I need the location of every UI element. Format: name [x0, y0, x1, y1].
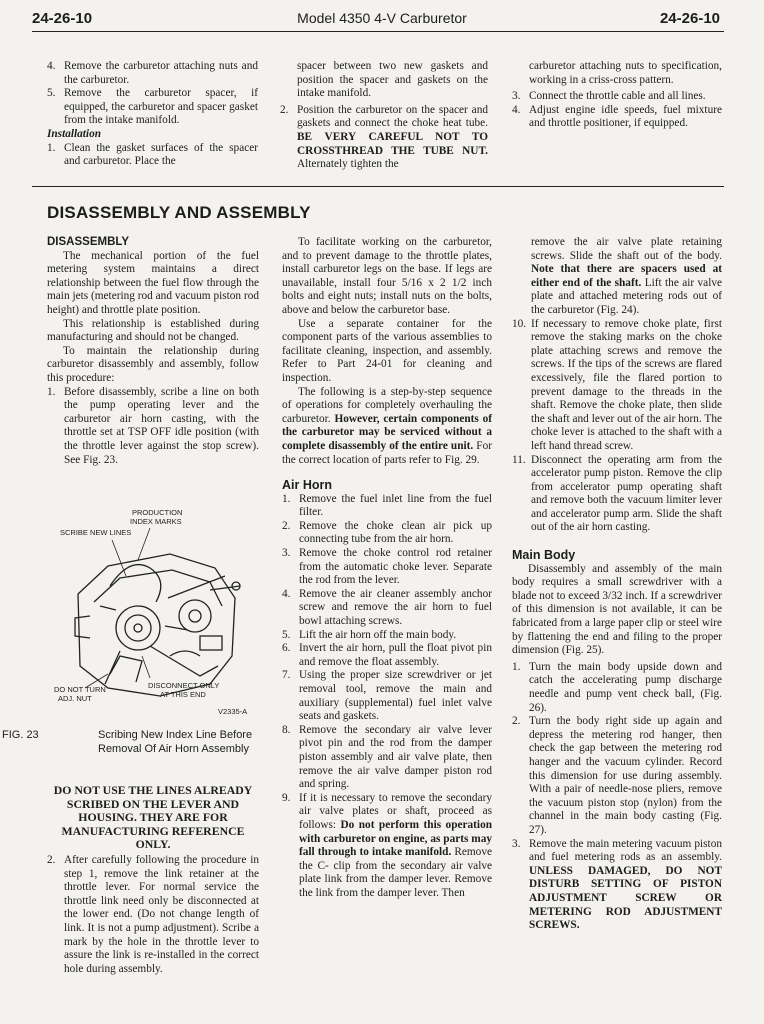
label-do-not-turn: DO NOT TURN [54, 685, 106, 694]
paragraph: Use a separate container for the component parts of the various assemblies to facilitate cleaning, inspection, and assembly. Refer to Part 24-01 for cleaning and inspection. [282, 317, 492, 384]
list-item: 1. Clean the gasket surfaces of the spacer and carburetor. Place the [47, 141, 258, 168]
main-column-1-lower [47, 784, 259, 976]
paragraph: To facilitate working on the carburetor, and to prevent damage to the throttle plates, install carburetor legs on the base. If legs are unavailable, install four 5/16 x 2 1/2 inch bolts and eight nuts; install nuts on the bolts, above and below the carburetor base. [282, 236, 492, 316]
paragraph: This relationship is established during manufacturing and should not be changed. [47, 317, 259, 344]
paragraph: Disassembly and assembly of the main body requires a small screwdriver with a blade not to exceed 3/32 inch. If a screwdriver of this dimension is not available, it can be fabricated from a large paper clip or steel wire by flattening the end and filing to the proper dimension (Fig. 25). [512, 562, 722, 657]
figure-code: V2335-A [218, 707, 248, 716]
list-item: 3. Remove the main metering vacuum piston and fuel metering rods as an assembly. UNLESS DAMAGED, DO NOT DISTURB SETTING OF PISTON ADJUSTMENT SCREW OR METERING ROD ADJUSTMENT SCREWS. [512, 837, 722, 932]
air-horn-heading: Air Horn [282, 478, 332, 493]
figure-23 [50, 506, 265, 721]
list-item: 1. Turn the main body upside down and catch the accelerating pump discharge needle and pump vent check ball, (Fig. 26). [512, 660, 722, 714]
page-title: Model 4350 4-V Carburetor [297, 10, 467, 26]
main-column-1 [47, 236, 259, 467]
label-production: PRODUCTION [132, 508, 183, 517]
list-item: 1. Remove the fuel inlet line from the fuel filter. [282, 492, 492, 519]
paragraph: spacer between two new gaskets and position the spacer and gaskets on the intake manifold. [297, 60, 488, 100]
label-scribe-new-lines: SCRIBE NEW LINES [60, 528, 132, 537]
paragraph: The mechanical portion of the fuel metering system maintains a direct relationship between the fuel flow through the main jets (metering rod and vacuum piston rod height) and throttle plate position. [47, 249, 259, 316]
list-item: 4. Remove the carburetor attaching nuts and the carburetor. [47, 60, 258, 86]
top-column-1 [47, 60, 258, 169]
list-item: 2. Turn the body right side up again and depress the metering rod hanger, then check the gap between the metering rod hanger and the vacuum cylinder. Record this dimension for use during assembly. With a pair of needle-nose pliers, remove the vacuum piston stop (nylon) from the channel in the main body casting (Fig. 27). [512, 715, 722, 836]
paragraph: The following is a step-by-step sequence of operations for completely overhauling the carburetor. However, certain components of the carburetor may be serviced without a complete disassembly of the entire unit. For the correct location of parts refer to Fig. 29. [282, 385, 493, 466]
main-column-3 [512, 236, 722, 933]
section-rule [32, 186, 724, 187]
header-rule [32, 31, 724, 32]
page-number-left: 24-26-10 [32, 10, 93, 27]
list-item: 10. If necessary to remove choke plate, first remove the staking marks on the choke plate attaching screws and remove the screws. If the tips of the screws are flared excessively, file the flared portion to prevent damage to the threads in the shaft. Remove the choke plate, then slide the shaft and lever out of the air horn. The choke lever is attached to the shaft with a left hand thread screw. [512, 317, 722, 452]
list-item: 1. Before disassembly, scribe a line on both the pump operating lever and the carburetor air horn casting, with the throttle set at TSP OFF idle position (with the throttle lever against the stop screw). See Fig. 23. [47, 385, 259, 466]
list-item: 6. Invert the air horn, pull the float pivot pin and remove the float assembly. [282, 642, 492, 668]
installation-heading: Installation [47, 127, 101, 140]
label-at-this-end: AT THIS END [160, 690, 206, 699]
list-item: 9. If it is necessary to remove the secondary air valve plates or shaft, proceed as follows: Do not perform this operation with carburetor on engine, as parts may fall through to intake manifold. Remove the C- clip from the secondary air valve plate link from the damper lever. Remove the link from the damper lever. Then [282, 791, 492, 899]
carburetor-illustration [50, 506, 265, 721]
list-item: 7. Using the proper size screwdriver or jet removal tool, remove the main and auxiliary (supplemental) fuel inlet valve seats and gaskets. [282, 669, 492, 723]
main-body-heading: Main Body [512, 548, 576, 563]
list-item: 3. Connect the throttle cable and all lines. [512, 90, 706, 103]
disassembly-heading: DISASSEMBLY [47, 236, 130, 248]
top-column-3 [512, 60, 722, 131]
list-item: 2. After carefully following the procedure in step 1, remove the link retainer at the throttle lever. For normal service the throttle link need only be disconnected at the lower end. (Do not change length of link. It is not a pump adjustment). Scribe a mark by the hole in the throttle lever to assure the link is re-installed in the correct hole during assembly. [47, 853, 259, 975]
list-item: 11. Disconnect the operating arm from the accelerator pump piston. Remove the clip from accelerator pump operating shaft and remove both the vacuum limiter lever and accelerator pump arm. Slide the shaft out of the air horn casting. [512, 453, 722, 534]
main-column-2 [282, 236, 492, 901]
list-item: 2. Position the carburetor on the spacer and gaskets and connect the choke heat tube. BE VERY CAREFUL NOT TO CROSSTHREAD THE TUBE NUT. Alternately tighten the [280, 103, 488, 171]
paragraph: remove the air valve plate retaining screws. Slide the shaft out of the body. Note that there are spacers used at either end of the shaft. Lift the air valve plate and attached metering rods out of the carburetor (Fig. 24). [531, 236, 722, 316]
paragraph: To maintain the relationship during carburetor disassembly and assembly, follow this procedure: [47, 344, 259, 384]
list-item: 5. Remove the carburetor spacer, if equipped, the carburetor and spacer gasket from the intake manifold. [47, 87, 258, 127]
warning-text: DO NOT USE THE LINES ALREADY SCRIBED ON THE LEVER AND HOUSING. THEY ARE FOR MANUFACTURING REFERENCE ONLY. [53, 783, 253, 852]
label-index-marks: INDEX MARKS [130, 517, 182, 526]
page-number-right: 24-26-10 [659, 10, 720, 27]
list-item: 4. Adjust engine idle speeds, fuel mixture and throttle positioner, if equipped. [512, 103, 722, 130]
top-column-2 [280, 60, 488, 172]
list-item: 8. Remove the secondary air valve lever pivot pin and the rod from the damper piston assembly and air valve plate, then remove the air valve damper piston rod and spring. [282, 723, 492, 791]
list-item: 4. Remove the air cleaner assembly anchor screw and remove the air horn to fuel bowl attaching screws. [282, 587, 492, 628]
figure-number: FIG. 23 [2, 729, 39, 741]
figure-caption-text: Scribing New Index Line Before Removal Of Air Horn Assembly [98, 729, 253, 755]
label-disconnect-only: DISCONNECT ONLY [148, 681, 220, 690]
label-adj-nut: ADJ. NUT [58, 694, 92, 703]
list-item: 5. Lift the air horn off the main body. [282, 628, 457, 641]
paragraph: carburetor attaching nuts to specification, working in a criss-cross pattern. [529, 60, 722, 86]
list-item: 2. Remove the choke clean air pick up connecting tube from the air horn. [282, 519, 492, 546]
section-title: DISASSEMBLY AND ASSEMBLY [47, 203, 311, 222]
list-item: 3. Remove the choke control rod retainer from the automatic choke lever. Separate the rod from the lever. [282, 547, 492, 587]
page-header [0, 8, 764, 30]
figure-caption [2, 729, 265, 756]
